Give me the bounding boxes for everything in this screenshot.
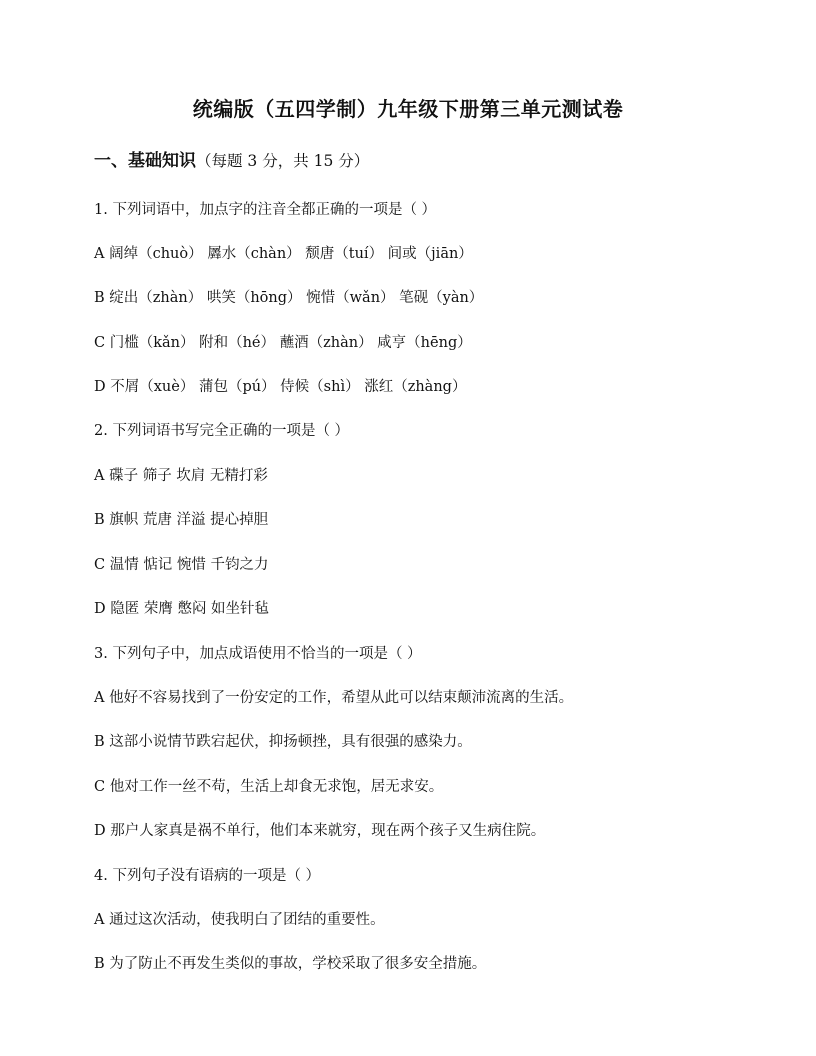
question-line: 2. 下列词语书写完全正确的一项是（ ）	[94, 423, 350, 439]
option-line: C 门槛（kǎn） 附和（hé） 蘸酒（zhàn） 咸亨（hēng）	[94, 335, 472, 351]
section-heading	[94, 150, 369, 172]
question-line: 3. 下列句子中，加点成语使用不恰当的一项是（ ）	[94, 646, 422, 662]
option-line: B 绽出（zhàn） 哄笑（hōng） 惋惜（wǎn） 笔砚（yàn）	[94, 290, 484, 306]
question-line: 4. 下列句子没有语病的一项是（ ）	[94, 868, 321, 884]
option-line: B 这部小说情节跌宕起伏，抑扬顿挫，具有很强的感染力。	[94, 734, 472, 750]
option-line: A 通过这次活动，使我明白了团结的重要性。	[94, 912, 385, 928]
question-line: 1. 下列词语中，加点字的注音全都正确的一项是（ ）	[94, 202, 437, 218]
option-line: C 温情 惦记 惋惜 千钧之力	[94, 557, 269, 573]
option-line: D 不屑（xuè） 蒲包（pú） 侍候（shì） 涨红（zhàng）	[94, 379, 467, 395]
option-line: C 他对工作一丝不苟，生活上却食无求饱，居无求安。	[94, 779, 444, 795]
option-line: A 碟子 筛子 坎肩 无精打彩	[94, 468, 268, 484]
option-line: A 他好不容易找到了一份安定的工作，希望从此可以结束颠沛流离的生活。	[94, 690, 574, 706]
document-title: 统编版（五四学制）九年级下册第三单元测试卷	[192, 97, 624, 121]
option-line: B 旗帜 荒唐 洋溢 提心掉胆	[94, 512, 269, 528]
section-title: 一、基础知识	[94, 151, 196, 171]
option-line: D 隐匿 荣膺 憋闷 如坐针毡	[94, 601, 270, 617]
option-line: B 为了防止不再发生类似的事故，学校采取了很多安全措施。	[94, 956, 487, 972]
option-line: D 那户人家真是祸不单行，他们本来就穷，现在两个孩子又生病住院。	[94, 823, 546, 839]
section-note: （每题 3 分，共 15 分）	[196, 152, 370, 170]
option-line: A 阔绰（chuò） 羼水（chàn） 颓唐（tuí） 间或（jiān）	[94, 246, 473, 262]
